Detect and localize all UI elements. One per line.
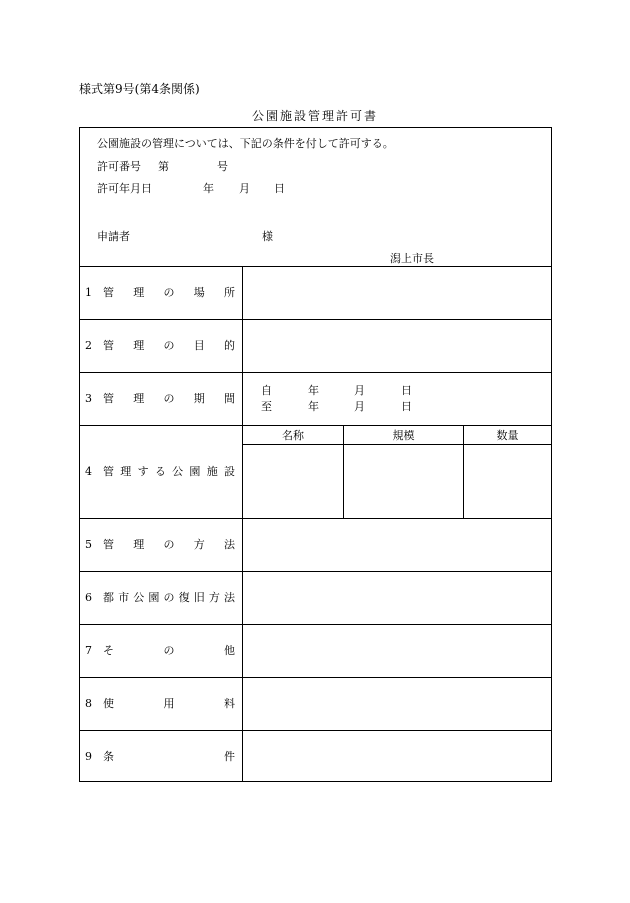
row-label-char: 復 [178, 591, 190, 604]
permit-form-table [79, 127, 552, 782]
row-label-char: の [163, 591, 175, 604]
applicant-label: 申請者 [97, 230, 130, 243]
row-label-char: 園 [148, 591, 160, 604]
row-label-char: そ [103, 644, 114, 657]
row-label-char: 他 [224, 644, 235, 657]
period-from-label: 自 [261, 384, 272, 397]
row-label-char: 間 [224, 392, 235, 405]
applicant-sama: 様 [262, 230, 273, 243]
row-label-char: 所 [224, 286, 235, 299]
row-label-char: 設 [223, 465, 235, 478]
permit-date-year: 年 [203, 182, 214, 195]
row-label-purpose [85, 319, 235, 372]
row-label-char: 市 [118, 591, 130, 604]
intro-text: 公園施設の管理については、下記の条件を付して許可する。 [97, 137, 394, 150]
row-label-char: す [137, 465, 149, 478]
row-label-conditions [85, 730, 235, 782]
facility-header-divider [243, 444, 551, 445]
row-label-char: の [163, 644, 175, 657]
row-label-char: る [154, 465, 166, 478]
row-number: 8 [85, 697, 92, 710]
row-label-char: の [163, 286, 175, 299]
row-label-method [85, 518, 235, 571]
row-label-char: 管 [103, 392, 114, 405]
row-label-char: 理 [133, 339, 145, 352]
permit-date-day: 日 [274, 182, 285, 195]
facility-col-scale: 規模 [392, 429, 415, 442]
row-label-char: 法 [224, 591, 235, 604]
permit-number-label: 許可番号 [97, 160, 141, 173]
row-label-char: 料 [224, 697, 235, 710]
row-label-char: 施 [206, 465, 218, 478]
issuer-name: 潟上市長 [390, 252, 434, 265]
row-number: 6 [85, 591, 92, 604]
period-from-day: 日 [401, 384, 412, 397]
row-number: 7 [85, 644, 92, 657]
row-label-other [85, 624, 235, 677]
row-label-char: 管 [103, 465, 114, 478]
row-label-char: 管 [103, 286, 114, 299]
row-label-facility [85, 425, 235, 518]
permit-number-dai: 第 [158, 160, 169, 173]
form-number-label: 様式第9号(第4条関係) [79, 82, 200, 96]
row-label-char: 目 [193, 339, 205, 352]
row-label-char: 的 [224, 339, 235, 352]
period-to-day: 日 [401, 400, 412, 413]
period-to-month: 月 [354, 400, 365, 413]
period-from-month: 月 [354, 384, 365, 397]
row-label-char: 公 [172, 465, 184, 478]
row-label-char: 理 [133, 286, 145, 299]
row-label-char: 使 [103, 697, 114, 710]
permit-number-go: 号 [217, 160, 228, 173]
row-label-char: 方 [208, 591, 220, 604]
period-to-year: 年 [308, 400, 319, 413]
row-label-char: 理 [120, 465, 132, 478]
label-column-divider [242, 266, 243, 781]
row-label-char: 管 [103, 538, 114, 551]
row-number: 1 [85, 286, 92, 299]
row-label-char: の [163, 538, 175, 551]
row-number: 5 [85, 538, 92, 551]
facility-col-quantity: 数量 [496, 429, 519, 442]
row-label-char: 方 [193, 538, 205, 551]
row-number: 3 [85, 392, 92, 405]
document-title: 公園施設管理許可書 [251, 109, 378, 123]
row-number: 9 [85, 749, 92, 763]
row-label-char: の [163, 392, 175, 405]
row-label-char: 都 [103, 591, 114, 604]
row-label-char: 場 [193, 286, 205, 299]
row-label-char: 理 [133, 538, 145, 551]
row-label-char: 理 [133, 392, 145, 405]
row-label-char: 管 [103, 339, 114, 352]
row-label-char: 用 [163, 697, 175, 710]
row-label-char: 公 [133, 591, 145, 604]
period-to-label: 至 [261, 400, 272, 413]
row-label-char: 期 [193, 392, 205, 405]
row-label-char: 旧 [193, 591, 205, 604]
row-label-fee [85, 677, 235, 730]
row-label-char: 条 [103, 749, 114, 763]
facility-col-name: 名称 [282, 429, 304, 442]
row-label-period [85, 372, 235, 425]
row-label-char: の [163, 339, 175, 352]
period-from-year: 年 [308, 384, 319, 397]
row-label-char: 法 [224, 538, 235, 551]
row-label-restoration [85, 571, 235, 624]
row-number: 2 [85, 339, 92, 352]
row-label-location [85, 266, 235, 319]
row-label-char: 園 [189, 465, 201, 478]
permit-date-month: 月 [239, 182, 250, 195]
row-number: 4 [85, 465, 92, 478]
permit-date-label: 許可年月日 [97, 182, 152, 195]
row-label-char: 件 [224, 749, 235, 763]
